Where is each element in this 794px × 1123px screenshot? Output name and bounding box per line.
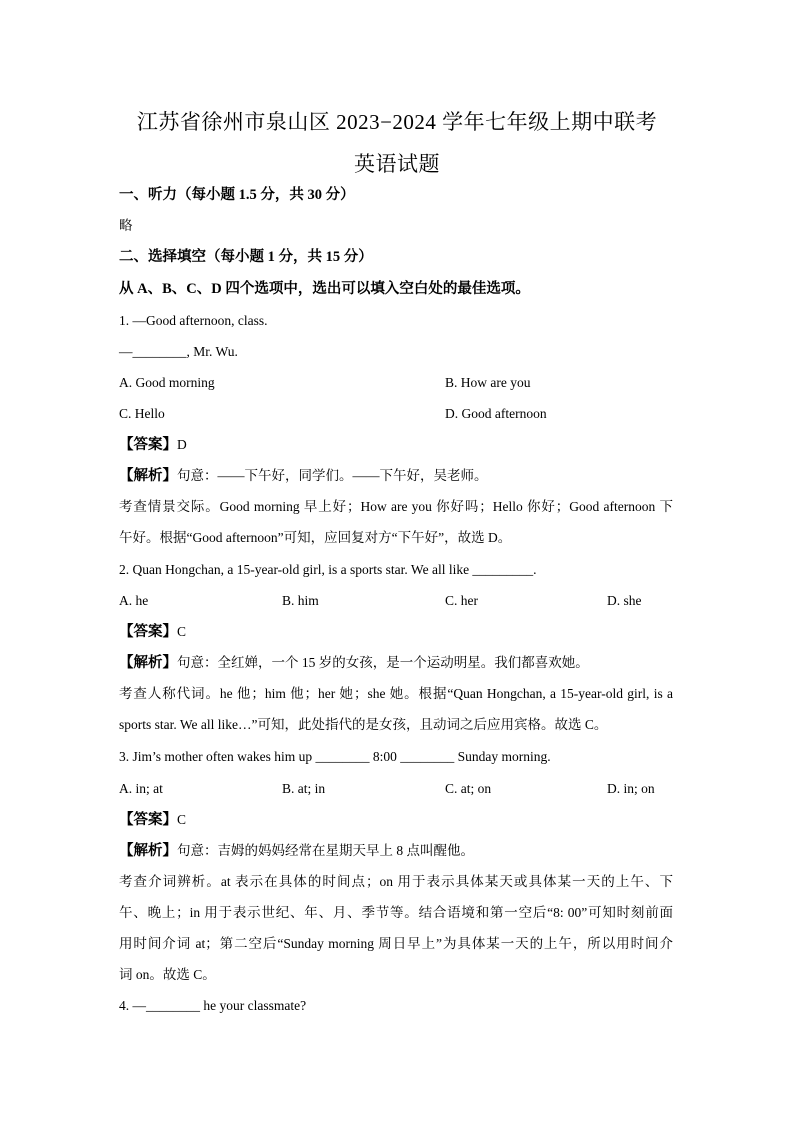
q1-option-c: C. Hello xyxy=(119,406,165,421)
q3-analysis-line5: 词 on。故选 C。 xyxy=(119,967,216,982)
q2-analysis-line2: 考查人称代词。he 他；him 他；her 她；she 她。根据“Quan Hongchan, a 15-year-old girl, is a xyxy=(119,686,673,701)
q2-option-a: A. he xyxy=(119,593,149,608)
q1-option-b: B. How are you xyxy=(445,375,531,390)
document-title: 江苏省徐州市泉山区 2023−2024 学年七年级上期中联考 xyxy=(136,110,658,134)
document-subtitle: 英语试题 xyxy=(354,152,440,176)
section2-instruction: 从 A、B、C、D 四个选项中，选出可以填入空白处的最佳选项。 xyxy=(119,281,530,297)
q1-option-d: D. Good afternoon xyxy=(445,406,547,421)
q3-option-c: C. at; on xyxy=(445,781,492,796)
answer-label: 【答案】 xyxy=(119,437,177,453)
q3-analysis-line2: 考查介词辨析。at 表示在具体的时间点；on 用于表示具体某天或具体某一天的上午、下 xyxy=(119,874,673,889)
q2-option-d: D. she xyxy=(607,593,642,608)
q2-stem: 2. Quan Hongchan, a 15-year-old girl, is a sports star. We all like _________. xyxy=(119,562,537,577)
section2-heading: 二、选择填空（每小题 1 分，共 15 分） xyxy=(119,249,373,265)
q4-stem: 4. —________ he your classmate? xyxy=(119,998,307,1013)
q3-option-d: D. in; on xyxy=(607,781,655,796)
q3-analysis-line1 xyxy=(119,843,474,859)
analysis-label: 【解析】 xyxy=(119,655,177,671)
q2-option-b: B. him xyxy=(282,593,319,608)
q2-answer xyxy=(119,624,186,640)
section1-body: 略 xyxy=(119,218,133,233)
q1-analysis-line1 xyxy=(119,468,488,484)
analysis-text: 句意：全红婵，一个 15 岁的女孩，是一个运动明星。我们都喜欢她。 xyxy=(177,655,589,670)
analysis-label: 【解析】 xyxy=(119,843,177,859)
q3-answer xyxy=(119,812,186,828)
q3-stem: 3. Jim’s mother often wakes him up ________ 8:00 ________ Sunday morning. xyxy=(119,749,551,764)
q2-analysis-line1 xyxy=(119,655,589,671)
q1-option-a: A. Good morning xyxy=(119,375,215,390)
q1-analysis-line3: 午好。根据“Good afternoon”可知，应回复对方“下午好”，故选 D。 xyxy=(119,530,512,545)
analysis-text: 句意：吉姆的妈妈经常在星期天早上 8 点叫醒他。 xyxy=(177,843,474,858)
analysis-label: 【解析】 xyxy=(119,468,177,484)
q1-analysis-line2: 考查情景交际。Good morning 早上好；How are you 你好吗；Hello 你好；Good afternoon 下 xyxy=(119,499,673,514)
q2-analysis-line3: sports star. We all like…”可知，此处指代的是女孩，且动词之后应用宾格。故选 C。 xyxy=(119,717,608,732)
q3-option-b: B. at; in xyxy=(282,781,326,796)
section1-heading: 一、听力（每小题 1.5 分，共 30 分） xyxy=(119,187,355,203)
q3-analysis-line3: 午、晚上；in 用于表示世纪、年、月、季节等。结合语境和第一空后“8: 00”可知时刻前面 xyxy=(119,905,673,920)
q1-answer xyxy=(119,437,187,453)
q3-analysis-line4: 用时间介词 at；第二空后“Sunday morning 周日早上”为具体某一天的上午，所以用时间介 xyxy=(119,936,673,951)
q1-stem-line1: 1. —Good afternoon, class. xyxy=(119,313,268,328)
answer-value: D xyxy=(177,437,187,452)
answer-value: C xyxy=(177,624,187,639)
answer-label: 【答案】 xyxy=(119,812,177,828)
q1-stem-line2: —________, Mr. Wu. xyxy=(119,344,238,359)
answer-value: C xyxy=(177,812,187,827)
q3-option-a: A. in; at xyxy=(119,781,163,796)
answer-label: 【答案】 xyxy=(119,624,177,640)
analysis-text: 句意：——下午好，同学们。——下午好，吴老师。 xyxy=(177,468,488,483)
q2-option-c: C. her xyxy=(445,593,478,608)
